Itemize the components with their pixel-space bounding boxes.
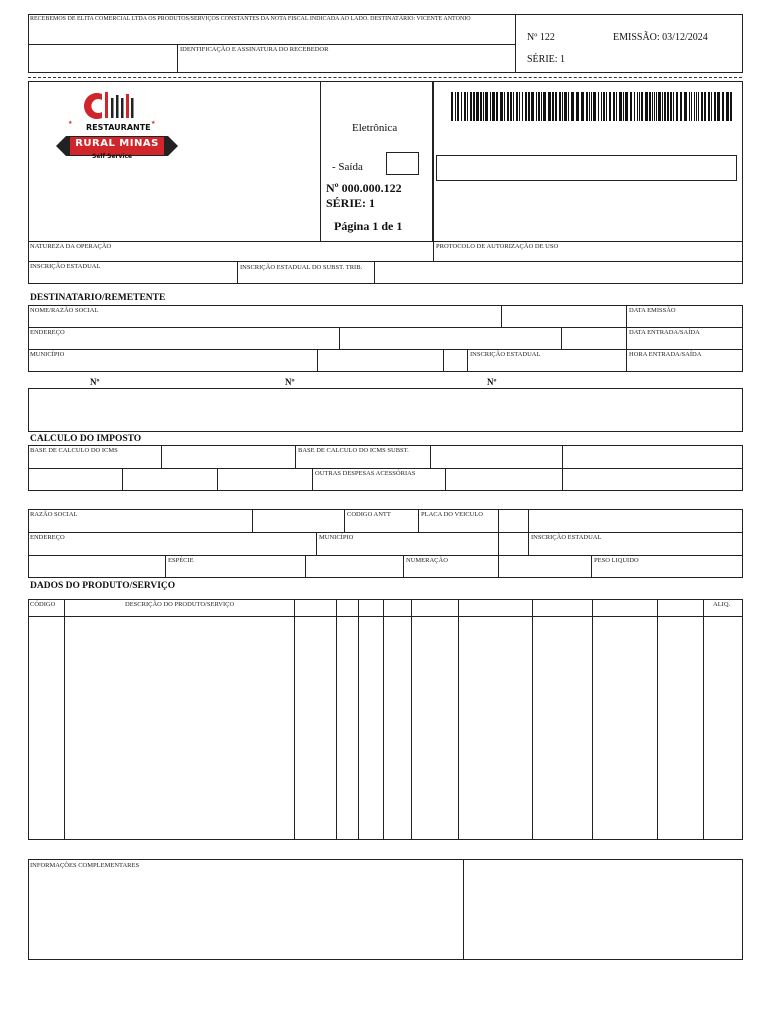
- receipt-statement: RECEBEMOS DE ELITA COMERCIAL LTDA OS PRODUTOS/SERVIÇOS CONSTANTES DA NOTA FISCAL INDICADA AO LADO. DESTINATÁRIO: VICENTE ANTONIO: [30, 16, 471, 22]
- danfe-page: Página 1 de 1: [334, 219, 403, 233]
- transport-city-label: MUNICÍPIO: [319, 534, 354, 541]
- divider: [28, 327, 743, 328]
- recipient-title: DESTINATARIO/REMETENTE: [30, 293, 166, 303]
- nature-label: NATUREZA DA OPERAÇÃO: [30, 243, 112, 250]
- divider: [418, 509, 419, 532]
- product-description-header: DESCRIÇÃO DO PRODUTO/SERVIÇO: [125, 601, 235, 608]
- divider: [252, 509, 253, 532]
- table-header-divider: [28, 616, 743, 617]
- divider: [177, 44, 178, 73]
- divider: [626, 305, 627, 372]
- state-reg-row: [28, 261, 743, 284]
- divider: [561, 327, 562, 349]
- transport-species-label: ESPÉCIE: [168, 557, 194, 564]
- divider: [430, 445, 431, 468]
- receipt-series: SÉRIE: 1: [527, 54, 566, 65]
- other-expenses-label: OUTRAS DESPESAS ACESSÓRIAS: [315, 470, 416, 477]
- recipient-box: [28, 305, 743, 372]
- divider: [237, 261, 238, 284]
- divider: [467, 349, 468, 372]
- divider: [498, 509, 499, 578]
- svg-text:★: ★: [151, 121, 156, 126]
- barcode: [451, 92, 732, 121]
- logo-name: RURAL MINAS: [75, 138, 159, 149]
- divider: [28, 555, 743, 556]
- column-divider: [294, 599, 295, 840]
- divider: [28, 532, 743, 533]
- cut-line: [28, 77, 742, 78]
- divider: [562, 445, 563, 491]
- recipient-name-label: NOME/RAZÃO SOCIAL: [30, 307, 99, 314]
- state-reg-subst-label: INSCRIÇÃO ESTADUAL DO SUBST. TRIB.: [240, 264, 363, 271]
- nature-row: [28, 242, 743, 262]
- invoice-number-2: Nº: [285, 377, 295, 387]
- danfe-series: SÉRIE: 1: [326, 196, 376, 210]
- divider: [591, 555, 592, 578]
- product-code-header: CÓDIGO: [30, 601, 56, 608]
- base-icms-label: BASE DE CALCULO DO ICMS: [30, 447, 118, 454]
- divider: [28, 468, 743, 469]
- products-title: DADOS DO PRODUTO/SERVIÇO: [30, 581, 176, 591]
- divider: [312, 468, 313, 491]
- divider: [165, 555, 166, 578]
- transport-state-reg-label: INSCRIÇÃO ESTADUAL: [531, 534, 602, 541]
- divider: [344, 509, 345, 532]
- recipient-entry-time-label: HORA ENTRADA/SAÍDA: [629, 351, 702, 358]
- state-reg-label: INSCRIÇÃO ESTADUAL: [30, 263, 101, 270]
- product-aliq-header: ALIQ.: [713, 601, 731, 608]
- divider: [433, 242, 434, 262]
- receipt-number: Nº 122: [527, 32, 555, 43]
- divider: [295, 445, 296, 468]
- recipient-entry-date-label: DATA ENTRADA/SAÍDA: [629, 329, 700, 336]
- divider: [317, 349, 318, 372]
- invoice-number-3: Nº: [487, 377, 497, 387]
- divider: [443, 349, 444, 372]
- transport-numbering-label: NUMERAÇÃO: [406, 557, 448, 564]
- recipient-address-label: ENDEREÇO: [30, 329, 65, 336]
- transport-plate-label: PLACA DO VEICULO: [421, 511, 483, 518]
- receipt-issue-date: EMISSÃO: 03/12/2024: [613, 32, 708, 43]
- invoice-number-1: Nº: [90, 377, 100, 387]
- divider: [515, 14, 516, 73]
- column-divider: [703, 599, 704, 840]
- signature-label: IDENTIFICAÇÃO E ASSINATURA DO RECEBEDOR: [180, 46, 329, 53]
- divider: [305, 555, 306, 578]
- recipient-state-reg-label: INSCRIÇÃO ESTADUAL: [470, 351, 541, 358]
- recipient-city-label: MUNICÍPIO: [30, 351, 65, 358]
- danfe-exit-label: - Saída: [332, 161, 363, 173]
- restaurant-logo: [56, 90, 178, 162]
- column-divider: [336, 599, 337, 840]
- transport-box: [28, 509, 743, 578]
- complementary-label: INFORMAÇÕES COMPLEMENTARES: [30, 862, 140, 869]
- transport-net-weight-label: PESO LIQUIDO: [594, 557, 639, 564]
- transport-antt-label: CODIGO ANTT: [347, 511, 391, 518]
- logo-title: RESTAURANTE: [86, 123, 151, 132]
- danfe-number: Nº 000.000.122: [326, 181, 402, 195]
- divider: [403, 555, 404, 578]
- column-divider: [411, 599, 412, 840]
- exit-type-box: [386, 152, 419, 175]
- protocol-label: PROTOCOLO DE AUTORIZAÇÃO DE USO: [436, 243, 559, 250]
- recipient-issue-date-label: DATA EMISSÃO: [629, 307, 676, 314]
- divider: [528, 509, 529, 555]
- divider: [501, 305, 502, 327]
- access-key-box: [436, 155, 737, 181]
- column-divider: [358, 599, 359, 840]
- divider: [374, 261, 375, 284]
- svg-text:★: ★: [68, 121, 73, 126]
- divider: [339, 327, 340, 349]
- products-table: [28, 599, 743, 840]
- column-divider: [592, 599, 593, 840]
- complementary-box: [28, 859, 743, 960]
- logo-subtitle: Self Service: [92, 153, 133, 160]
- danfe-electronic: Eletrônica: [352, 122, 398, 134]
- base-icms-subst-label: BASE DE CALCULO DO ICMS SUBST.: [298, 447, 409, 454]
- transport-address-label: ENDEREÇO: [30, 534, 65, 541]
- divider: [122, 468, 123, 491]
- column-divider: [383, 599, 384, 840]
- tax-title: CALCULO DO IMPOSTO: [30, 434, 142, 444]
- divider: [28, 44, 515, 45]
- column-divider: [64, 599, 65, 840]
- transport-company-label: RAZÃO SOCIAL: [30, 511, 78, 518]
- divider: [316, 532, 317, 555]
- invoices-box: [28, 388, 743, 432]
- divider: [445, 468, 446, 491]
- divider: [463, 859, 464, 960]
- column-divider: [458, 599, 459, 840]
- column-divider: [657, 599, 658, 840]
- divider: [161, 445, 162, 468]
- barcode-stripes: [451, 92, 732, 121]
- divider: [28, 349, 743, 350]
- column-divider: [532, 599, 533, 840]
- divider: [217, 468, 218, 491]
